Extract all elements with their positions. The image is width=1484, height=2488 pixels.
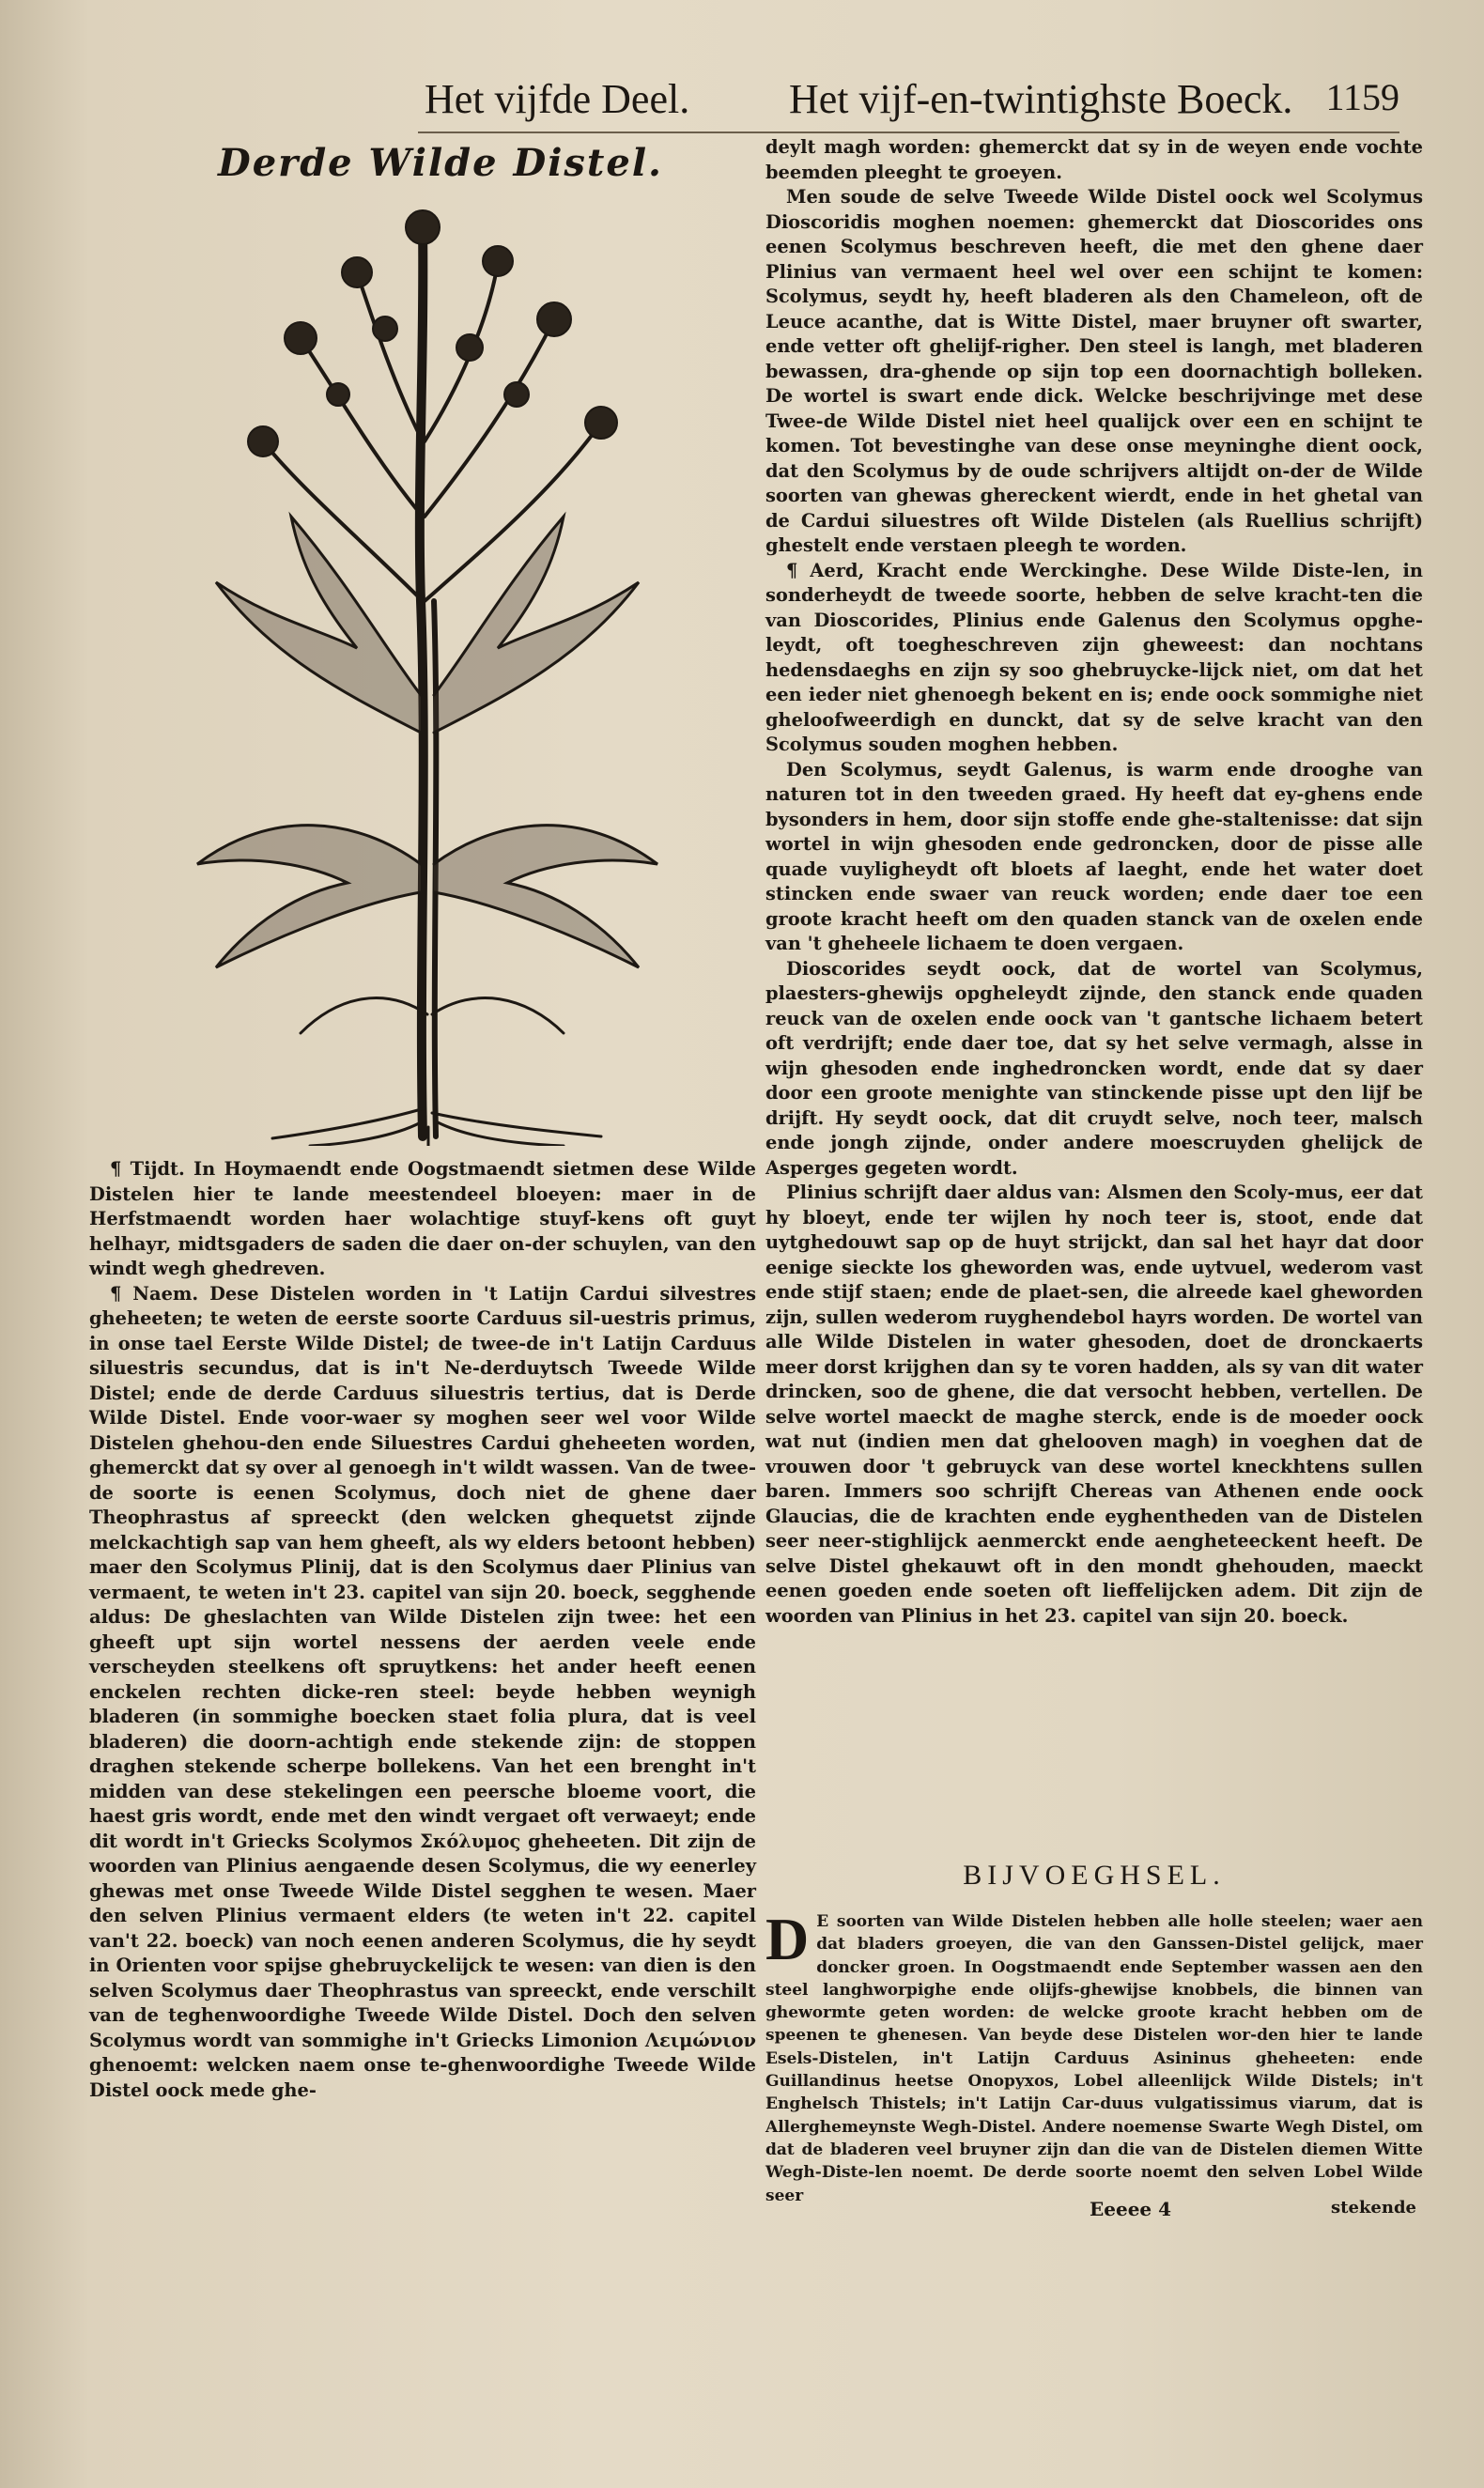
- thistle-woodcut-illustration: [160, 207, 686, 1146]
- drop-cap: D: [765, 1906, 810, 1972]
- supplement-text: [765, 1906, 1423, 2207]
- supplement-paragraph: E soorten van Wilde Distelen hebben alle holle steelen; waer aen dat bladers groeyen, die van den Ganssen-Distel gelijck, maer doncker groen. In Oogstmaendt ende September wassen aen den steel langhworpighe ende olijfs-ghewijse knobbels, die binnen van ghewormte geten worden: de welcke groote kracht hebben om de speenen te ghenesen. Van beyde dese Distelen wor-den hier te lande Esels-Distelen, in't Latijn Carduus Asininus gheheeten: ende Guillandinus heetse Onopyxos, Lobel alleenlijck Wilde Distels; in't Enghelsch Thistels; in't Latijn Car-duus vulgatissimus viarum, dat is Allerghemeynste Wegh-Distel. Andere noemense Swarte Wegh Distel, om dat de bladeren veel bruyner zijn dan die van de Distelen diemen Witte Wegh-Diste-len noemt. De derde soorte noemt den selven Lobel Wilde seer: [765, 1912, 1423, 2205]
- paragraph: Den Scolymus, seydt Galenus, is warm ende drooghe van naturen tot in den tweeden graed. Hy heeft dat ey-ghens ende bysonders in hem, door sijn stoffe ende ghe-staltenisse: dat sijn wortel in wijn ghesoden ende gedroncken, door de pisse alle quade vuyligheydt oft bloets af laeght, ende het water doet stincken ende swaer van reuck worden; ende daer toe een groote kracht heeft om den quaden stanck van de oxelen ende van 't gheheele lichaem te doen vergaen.: [765, 758, 1423, 954]
- catchword: stekende: [1331, 2198, 1416, 2218]
- paragraph: Dioscorides seydt oock, dat de wortel van Scolymus, plaesters-ghewijs opgheleydt zijnde, den stanck ende quaden reuck van de oxelen ende oock van 't gantsche lichaem betert oft verdrijft; ende daer toe, dat sy het selve vermagh, alsse in wijn ghesoden ende inghedroncken wordt, ende dat sy daer door een groote menighte van stinckende pisse upt den lijf be drijft. Hy seydt oock, dat dit cruydt selve, noch teer, malsch ende jongh zijnde, onder andere moescruyden ghelijck de Asperges gegeten wordt.: [765, 957, 1423, 1179]
- paragraph: ¶ Aerd, Kracht ende Werckinghe. Dese Wilde Diste-len, in sonderheydt de tweede soorte, hebben de selve kracht-ten die van Dioscorides, Plinius ende Galenus den Scolymus opghe-leydt, oft toegheschreven zijn gheweest: dan nochtans hedensdaeghs en zijn sy soo ghebruycke-lijck niet, om dat het een ieder niet ghenoegh bekent en is; ende oock sommighe niet gheloofweerdigh en dunckt, dat sy de selve kracht van den Scolymus souden moghen hebben.: [765, 559, 1423, 755]
- signature-mark: Eeeee 4: [1090, 2198, 1172, 2220]
- header-part-title: Het vijfde Deel.: [425, 76, 690, 122]
- header-book-title: Het vijf-en-twintighste Boeck.: [789, 76, 1293, 122]
- page-number: 1159: [1325, 76, 1399, 118]
- header-rule: [418, 131, 1399, 133]
- paragraph: ¶ Tijdt. In Hoymaendt ende Oogstmaendt sietmen dese Wilde Distelen hier te lande meestendeel bloeyen: maer in de Herfstmaendt worden haer wolachtige stuyf-kens oft guyt helhayr, midtsgaders de saden die daer on-der schuylen, van den windt wegh ghedreven.: [89, 1158, 756, 1279]
- paragraph: Plinius schrijft daer aldus van: Alsmen den Scoly-mus, eer dat hy bloeyt, ende ter wijlen hy noch teer is, stoot, ende dat uytghedouwt sap op de huyt strijckt, dan sal het hayr dat door eenige sieckte los gheworden was, ende uytvuel, wederom vast ende stijf staen; ende de plaet-sen, die alreede kael gheworden zijn, sullen wederom ruyghendebol hayrs worden. De wortel van alle Wilde Distelen in water ghesoden, doet de dronckaerts meer dorst krijghen dan sy te voren hadden, als sy van dit water drincken, soo de ghene, die dat versocht hebben, vertellen. De selve wortel maeckt de maghe sterck, ende is de moeder oock wat nut (indien men dat ghelooven magh) in voeghen dat de vrouwen door 't gebruyck van dese wortel kneckhtens sullen baren. Immers soo schrijft Chereas van Athenen ende oock Glaucias, die de krachten ende eyghentheden van de Distelen seer neer-stighlijck aenmerckt ende aengheteeckent heeft. De selve Distel ghekauwt oft in den mondt ghehouden, maeckt eenen goeden ende soeten oft lieffelijcken adem. Dit zijn de woorden van Plinius in het 23. capitel van sijn 20. boeck.: [765, 1182, 1423, 1627]
- right-text-column: [765, 135, 1423, 1629]
- paragraph: deylt magh worden: ghemerckt dat sy in de weyen ende vochte beemden pleeght te groeyen.: [765, 136, 1423, 183]
- supplement-heading: BIJVOEGHSEL.: [963, 1860, 1226, 1891]
- paragraph: Men soude de selve Tweede Wilde Distel oock wel Scolymus Dioscoridis moghen noemen: ghemerckt dat Dioscorides ons eenen Scolymus beschreven heeft, die met den ghene daer Plinius van vermaent heel wel over een schijnt te komen: Scolymus, seydt hy, heeft bladeren als den Chameleon, oft de Leuce acanthe, dat is Witte Distel, maer bruyner oft swarter, ende vetter oft ghelijf-righer. Den steel is langh, met bladeren bewassen, dra-ghende op sijn top een doornachtigh bolleken. De wortel is swart ende dick. Welcke beschrijvinge met dese Twee-de Wilde Distel niet heel qualijck over een en schijnt te komen. Tot bevestinghe van dese onse meyninghe dient oock, dat den Scolymus by de oude schrijvers altijdt on-der de Wilde soorten van ghewas ghereckent wierdt, ende in het ghetal van de Cardui siluestres oft Wilde Distelen (als Ruellius schrijft) ghestelt ende verstaen pleegh te worden.: [765, 186, 1423, 556]
- left-text-column: [89, 1157, 756, 2103]
- running-header: [413, 75, 1399, 131]
- plant-title: Derde Wilde Distel.: [218, 141, 663, 185]
- paragraph: ¶ Naem. Dese Distelen worden in 't Latijn Cardui silvestres gheheeten; te weten de eerste soorte Carduus sil-uestris primus, in onse tael Eerste Wilde Distel; de twee-de in't Latijn Carduus siluestris secundus, dat is in't Ne-derduytsch Tweede Wilde Distel; ende de derde Carduus siluestris tertius, dat is Derde Wilde Distel. Ende voor-waer sy moghen seer wel voor Wilde Distelen ghehou-den ende Siluestres Cardui gheheeten worden, ghemerckt dat sy over al genoegh in't wildt wassen. Van de twee-de soorte is eenen Scolymus, doch niet de ghene daer Theophrastus af spreeckt (den welcken ghequetst zijnde melckachtigh sap van hem gheeft, als wy elders betoont hebben) maer den Scolymus Plinij, dat is den Scolymus daer Plinius van vermaent, te weten in't 23. capitel van sijn 20. boeck, segghende aldus: De gheslachten van Wilde Distelen zijn twee: het een gheeft upt sijn wortel nessens der aerden veele ende verscheyden steelkens oft spruytkens: het ander heeft eenen enckelen rechten dicke-ren steel: beyde hebben weynigh bladeren (in sommighe boecken staet folia plura, dat is veel bladeren) die doorn-achtigh ende stekende zijn: de stoppen draghen stekende scherpe bollekens. Van het een brenght in't midden van dese stekelingen een peersche bloeme voort, die haest gris wordt, ende met den windt vergaet oft verwaeyt; ende dit wordt in't Griecks Scolymos Σκόλυμος gheheeten. Dit zijn de woorden van Plinius aengaende desen Scolymus, die wy eenerley ghewas met onse Tweede Wilde Distel segghen te wesen. Maer den selven Plinius vermaent elders (te weten in't 22. capitel van't 22. boeck) van noch eenen anderen Scolymus, die hy seydt in Orienten voor spijse ghebruyckelijck te wesen: van dien is den selven Scolymus daer Theophrastus van spreeckt, ende verschilt van de teghenwoordighe Tweede Wilde Distel. Doch den selven Scolymus wordt van sommighe in't Griecks Limonion Λειμώνιον ghenoemt: welcken naem onse te-ghenwoordighe Tweede Wilde Distel oock mede ghe-: [89, 1282, 756, 2101]
